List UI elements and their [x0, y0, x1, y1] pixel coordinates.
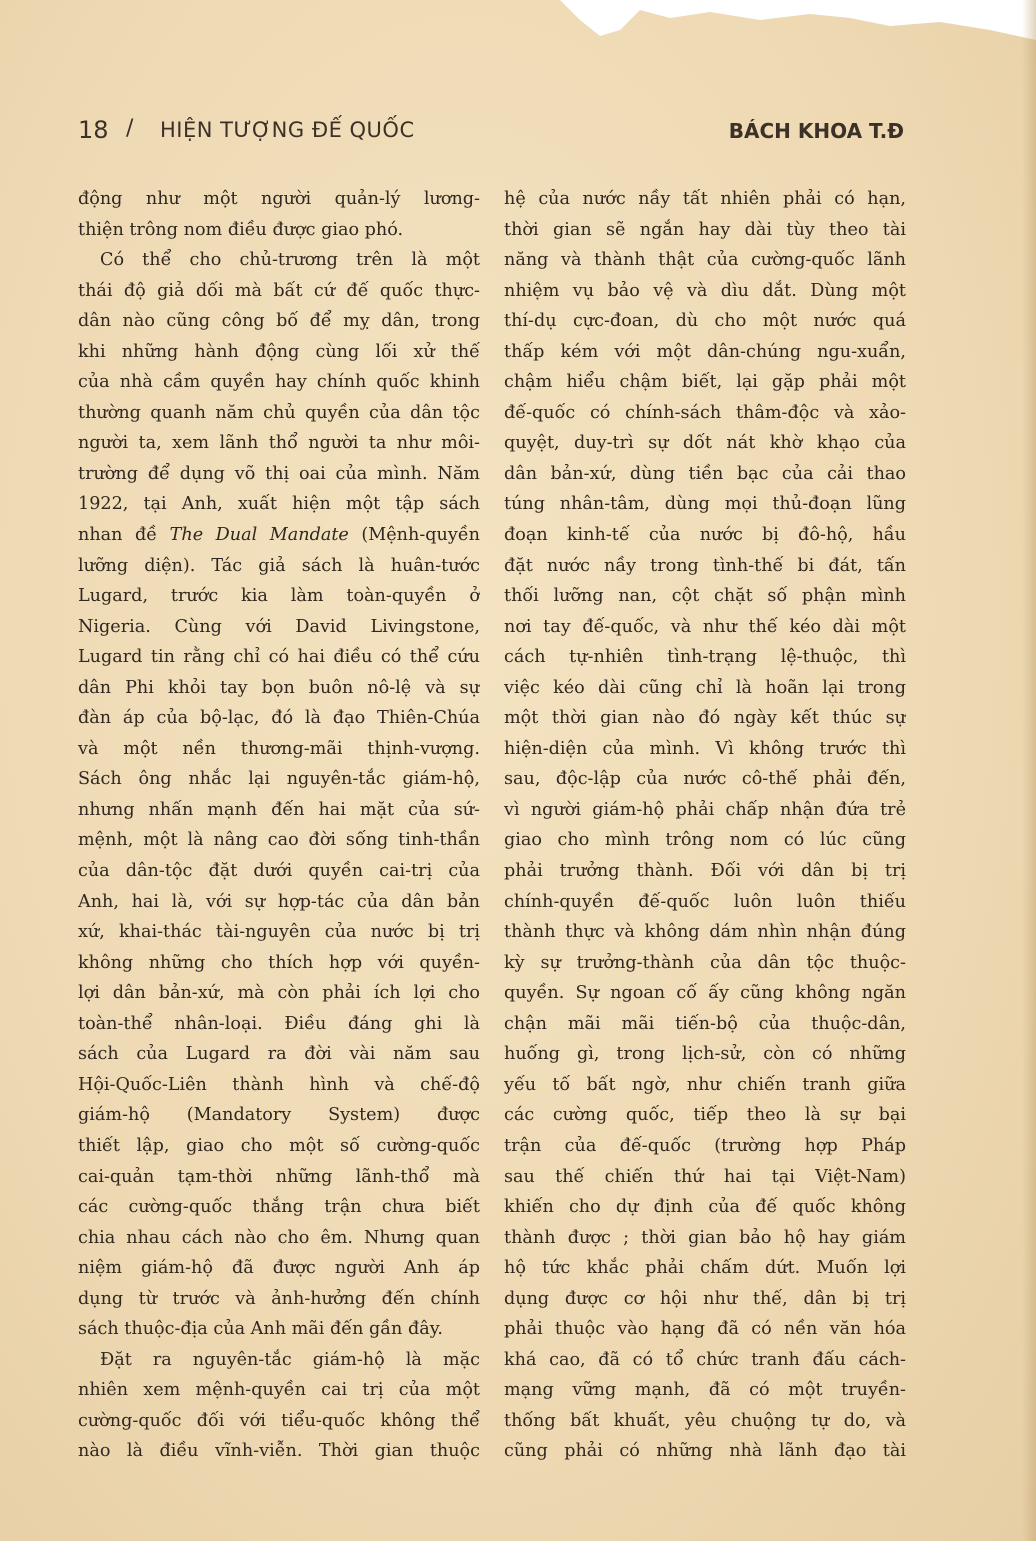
text-line: thái độ giả dối mà bất cứ đế quốc thực- — [78, 280, 480, 301]
text-line: nhan đề The Dual Mandate (Mệnh-quyền — [78, 525, 480, 546]
text-line: đoạn kinh-tế của nước bị đô-hộ, hầu — [504, 525, 906, 546]
text-line: nhiên xem mệnh-quyền cai trị của một — [78, 1380, 480, 1401]
left-text-column — [78, 184, 480, 1467]
text-line: thống bất khuất, yêu chuộng tự do, và — [504, 1410, 906, 1431]
text-line: Lugard tin rằng chỉ có hai điều có thể cứu — [78, 647, 480, 668]
text-line: trận của đế-quốc (trường hợp Pháp — [504, 1135, 906, 1156]
text-line: thiện trông nom điều được giao phó. — [78, 219, 404, 240]
text-line: chận mãi mãi tiến-bộ của thuộc-dân, — [504, 1013, 906, 1034]
text-line: hệ của nước nầy tất nhiên phải có hạn, — [504, 189, 906, 209]
text-line: dụng từ trước và ảnh-hưởng đến chính — [78, 1288, 480, 1309]
torn-corner — [560, 0, 1036, 40]
text-line: Anh, hai là, với sự hợp-tác của dân bản — [78, 891, 480, 912]
text-line: quyền. Sự ngoan cố ấy cũng không ngăn — [504, 983, 906, 1004]
text-line: Đặt ra nguyên-tắc giám-hộ là mặc — [100, 1349, 480, 1370]
text-line: dụng được cơ hội như thế, dân bị trị — [504, 1288, 906, 1309]
right-text-column — [504, 184, 906, 1467]
text-line: phải trưởng thành. Đối với dân bị trị — [504, 861, 906, 882]
text-line: dân nào cũng công bố để mỵ dân, trong — [78, 311, 480, 332]
text-line: Nigeria. Cùng với David Livingstone, — [78, 616, 480, 637]
text-line: Hội-Quốc-Liên thành hình và chế-độ — [78, 1074, 480, 1095]
text-line: nhiệm vụ bảo vệ và dìu dắt. Dùng một — [504, 280, 906, 301]
running-title: HIỆN TƯỢNG ĐẾ QUỐC — [160, 118, 415, 142]
text-line: khi những hành động cùng lối xử thế — [78, 341, 480, 362]
text-line: 1922, tại Anh, xuất hiện một tập sách — [78, 494, 480, 515]
text-line: hiện-diện của mình. Vì không trước thì — [504, 738, 906, 759]
text-line: một thời gian nào đó ngày kết thúc sự — [504, 708, 906, 729]
text-line: giám-hộ (Mandatory System) được — [78, 1105, 480, 1126]
text-line: Sách ông nhắc lại nguyên-tắc giám-hộ, — [78, 769, 480, 790]
text-line: phải thuộc vào hạng đã có nền văn hóa — [504, 1319, 906, 1340]
text-line: kỳ sự trưởng-thành của dân tộc thuộc- — [504, 952, 906, 973]
text-line: các cường-quốc thắng trận chưa biết — [78, 1197, 480, 1218]
text-line: khiến cho dự định của đế quốc không — [504, 1197, 906, 1218]
text-line: việc kéo dài cũng chỉ là hoãn lại trong — [504, 677, 906, 698]
text-line: của dân-tộc đặt dưới quyền cai-trị của — [78, 861, 480, 882]
text-line: quyệt, duy-trì sự dốt nát khờ khạo của — [504, 433, 906, 454]
text-line: thành thực và không dám nhìn nhận đúng — [504, 922, 906, 943]
header-separator: / — [126, 116, 134, 141]
text-line: sau, độc-lập của nước cô-thế phải đến, — [504, 769, 906, 790]
journal-title: BÁCH KHOA T.Đ — [728, 119, 904, 143]
text-line: lưỡng diện). Tác giả sách là huân-tước — [78, 555, 480, 576]
text-line: túng nhân-tâm, dùng mọi thủ-đoạn lũng — [504, 494, 906, 515]
text-line: đàn áp của bộ-lạc, đó là đạo Thiên-Chúa — [78, 708, 480, 729]
text-line: sách của Lugard ra đời vài năm sau — [78, 1044, 480, 1065]
text-line: năng và thành thật của cường-quốc lãnh — [504, 250, 906, 271]
text-line: thối lưỡng nan, cột chặt số phận mình — [504, 586, 906, 607]
text-line: mệnh, một là nâng cao đời sống tinh-thần — [78, 830, 480, 851]
book-title: The Dual Mandate — [169, 525, 349, 546]
text-line: nào là điều vĩnh-viễn. Thời gian thuộc — [78, 1441, 480, 1462]
page-number: 18 — [78, 116, 109, 144]
text-line: nhưng nhấn mạnh đến hai mặt của sứ- — [78, 799, 480, 820]
text-line: không những cho thích hợp với quyền- — [78, 952, 480, 973]
text-line: thiết lập, giao cho một số cường-quốc — [78, 1135, 480, 1156]
text-line: sách thuộc-địa của Anh mãi đến gần đây. — [78, 1319, 443, 1340]
text-line: cai-quản tạm-thời những lãnh-thổ mà — [78, 1166, 480, 1187]
text-line: giao cho mình trông nom có lúc cũng — [504, 830, 906, 851]
text-line: hộ tức khắc phải chấm dứt. Muốn lợi — [504, 1258, 906, 1279]
text-line: của nhà cầm quyền hay chính quốc khinh — [78, 372, 480, 393]
text-line: Có thể cho chủ-trương trên là một — [100, 250, 480, 271]
text-line: thời gian sẽ ngắn hay dài tùy theo tài — [504, 219, 906, 240]
text-line: lợi dân bản-xứ, mà còn phải ích lợi cho — [78, 983, 480, 1004]
text-line: trường để dụng võ thị oai của mình. Năm — [78, 463, 480, 484]
text-line: chậm hiểu chậm biết, lại gặp phải một — [504, 372, 906, 393]
text-line: cường-quốc đối với tiểu-quốc không thể — [78, 1410, 480, 1431]
text-line: cũng phải có những nhà lãnh đạo tài — [504, 1441, 906, 1462]
text-line: đế-quốc có chính-sách thâm-độc và xảo- — [504, 402, 906, 423]
text-line: các cường quốc, tiếp theo là sự bại — [504, 1105, 906, 1126]
text-line: thí-dụ cực-đoan, dù cho một nước quá — [504, 311, 906, 332]
text-line: sau thế chiến thứ hai tại Việt-Nam) — [504, 1166, 906, 1187]
text-line: người ta, xem lãnh thổ người ta như môi- — [78, 433, 480, 454]
text-line: động như một người quản-lý lương- — [78, 189, 480, 209]
text-line: và một nền thương-mãi thịnh-vượng. — [78, 738, 480, 759]
text-line: yếu tố bất ngờ, như chiến tranh giữa — [504, 1074, 906, 1095]
text-line: thường quanh năm chủ quyền của dân tộc — [78, 402, 480, 423]
text-line: niệm giám-hộ đã được người Anh áp — [78, 1258, 480, 1279]
text-line: thấp kém với một dân-chúng ngu-xuẩn, — [504, 341, 906, 362]
text-line: cách tự-nhiên tình-trạng lệ-thuộc, thì — [504, 647, 906, 668]
text-line: mạng vững mạnh, đã có một truyền- — [504, 1380, 906, 1401]
text-line: vì người giám-hộ phải chấp nhận đứa trẻ — [504, 799, 906, 820]
text-line: dân bản-xứ, dùng tiền bạc của cải thao — [504, 463, 906, 484]
text-line: Lugard, trước kia làm toàn-quyền ở — [78, 586, 480, 607]
text-line: huống gì, trong lịch-sử, còn có những — [504, 1044, 906, 1065]
text-line: thành được ; thời gian bảo hộ hay giám — [504, 1227, 906, 1248]
text-line: chia nhau cách nào cho êm. Nhưng quan — [78, 1227, 480, 1248]
text-line: chính-quyền đế-quốc luôn luôn thiếu — [504, 891, 906, 912]
text-line: toàn-thể nhân-loại. Điều đáng ghi là — [78, 1013, 480, 1034]
text-line: xứ, khai-thác tài-nguyên của nước bị trị — [78, 922, 480, 943]
text-line: dân Phi khỏi tay bọn buôn nô-lệ và sự — [78, 677, 480, 698]
page-edge-shadow — [1022, 0, 1036, 1541]
text-line: đặt nước nầy trong tình-thế bi đát, tấn — [504, 555, 906, 576]
text-line: nơi tay đế-quốc, và như thế kéo dài một — [504, 616, 906, 637]
text-line: khá cao, đã có tổ chức tranh đấu cách- — [504, 1349, 906, 1370]
running-header — [78, 114, 904, 150]
